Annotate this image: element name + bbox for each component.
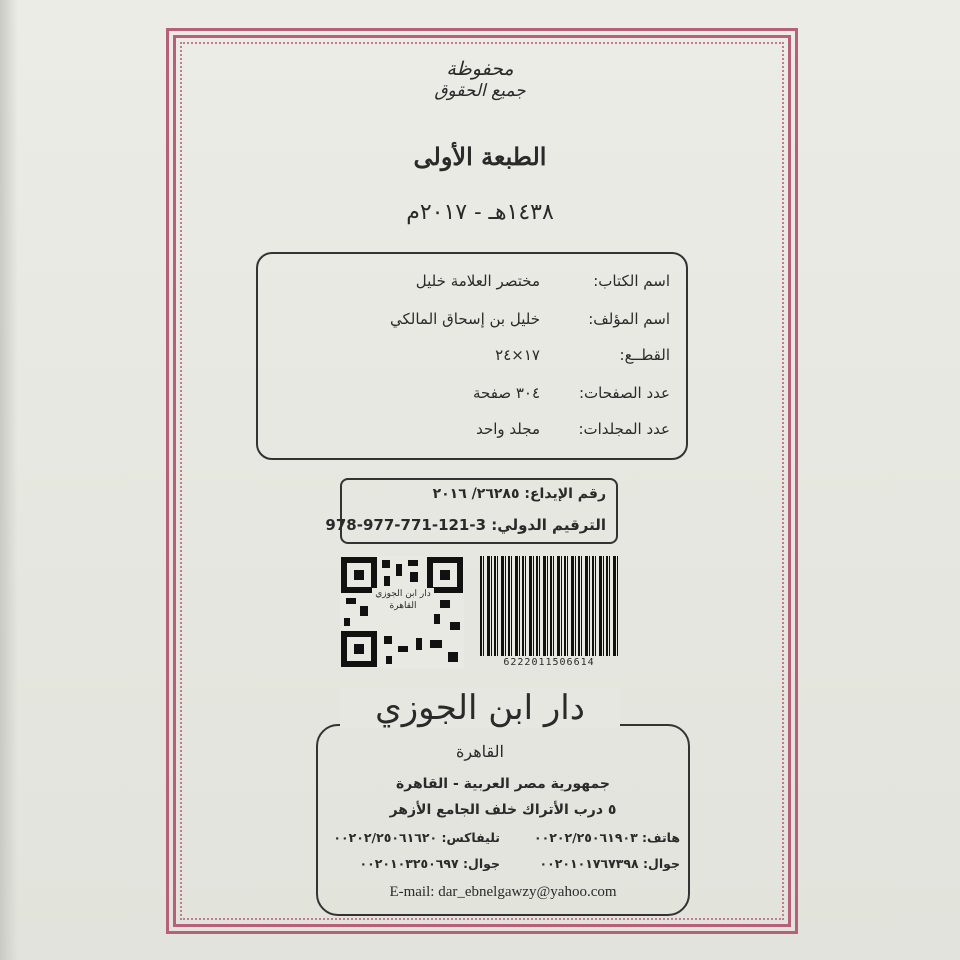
info-value: خليل بن إسحاق المالكي	[390, 310, 540, 328]
deposit-isbn-box	[325, 478, 618, 544]
info-label: اسم الكتاب:	[593, 272, 670, 290]
rights-reserved-calligraphy	[380, 58, 580, 102]
telefax-number: تليفاكس: ٠٠٢٠٢/٢٥٠٦١٦٢٠	[333, 830, 500, 845]
mobile-number-2: جوال: ٠٠٢٠١٠٣٢٥٠٦٩٧	[359, 856, 500, 871]
info-row-size	[278, 346, 670, 374]
mobile-number-1: جوال: ٠٠٢٠١٠١٧٦٧٣٩٨	[539, 856, 680, 871]
publisher-address-1: جمهورية مصر العربية - القاهرة	[396, 776, 610, 792]
rights-line-1: محفوظة	[446, 58, 514, 80]
phone-number: هاتف: ٠٠٢٠٢/٢٥٠٦١٩٠٣	[533, 830, 680, 845]
spine-shadow	[0, 0, 18, 960]
book-info-box	[256, 252, 688, 460]
edition-year: ١٤٣٨هـ - ٢٠١٧م	[406, 200, 554, 225]
deposit-number: رقم الإيداع: ٢٦٢٨٥/ ٢٠١٦	[432, 486, 606, 502]
info-value: ١٧×٢٤	[495, 346, 540, 364]
barcode-icon	[480, 556, 618, 656]
info-value: ٣٠٤ صفحة	[473, 384, 540, 402]
isbn-number: الترقيم الدولي: 3-121-771-977-978	[325, 516, 606, 534]
info-label: اسم المؤلف:	[588, 310, 670, 328]
rights-line-2: جميع الحقوق	[434, 81, 526, 101]
info-row-volumes	[278, 420, 670, 448]
info-value: مجلد واحد	[476, 420, 540, 438]
publisher-address-2: ٥ درب الأتراك خلف الجامع الأزهر	[389, 802, 617, 818]
info-row-author	[278, 310, 670, 338]
info-label: عدد الصفحات:	[578, 384, 670, 402]
publisher-name: دار ابن الجوزي	[340, 688, 620, 728]
info-value: مختصر العلامة خليل	[415, 272, 540, 290]
barcode-number: 6222011506614	[503, 657, 595, 668]
info-label: القطــع:	[619, 346, 670, 364]
info-label: عدد المجلدات:	[578, 420, 670, 438]
info-row-title	[278, 272, 670, 300]
info-row-pages	[278, 384, 670, 412]
publisher-email: E-mail: dar_ebnelgawzy@yahoo.com	[389, 884, 617, 900]
publisher-city: القاهرة	[456, 742, 504, 761]
edition-title: الطبعة الأولى	[413, 142, 547, 171]
qr-publisher-label: دار ابن الجوزي القاهرة	[372, 588, 434, 624]
